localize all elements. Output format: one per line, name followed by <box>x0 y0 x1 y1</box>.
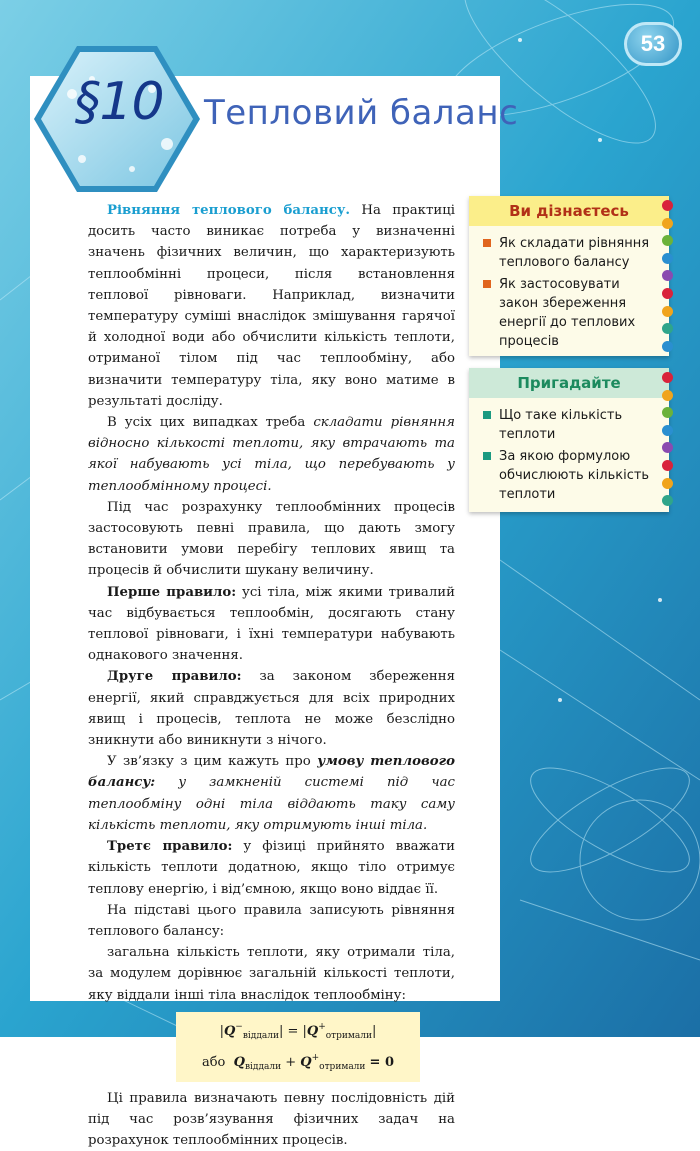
term-heat-balance: Рівняння теплового балансу. <box>107 203 351 218</box>
box-you-will-learn-title: Ви дізнаєтесь <box>469 196 669 226</box>
page-number: 53 <box>624 22 682 66</box>
decorative-dots-2 <box>662 372 674 513</box>
bullet-square-icon <box>483 452 491 460</box>
paragraph-intro: Рівняння теплового балансу. На практиці досить часто виникає потреба у визначенні значень фізичних величин, що характеризують теплообмінні процеси, після встановлення теплової рівноваги. Наприклад, визначити температуру суміші внаслідок змішування гарячої й холодної води або обчислити кількість теплоти, отриманої тілом під час теплообміну, або визначити температуру тіла, яку воно матиме в результаті досліду. <box>88 203 455 409</box>
formula-line-1: $|Q^-_{віддали}| = |Q^+_{отримали}|$ <box>219 1021 377 1041</box>
page-title: Тепловий баланс <box>204 93 519 133</box>
paragraph-procedure: В усіх цих випадках треба складати рівняння відносно кількості теплоти, яку втрачають та якої набувають усі тіла, що перебувають у теплообмінному процесі. <box>88 415 455 494</box>
main-text <box>88 200 455 1151</box>
paragraph-equation-intro: На підставі цього правила записують рівняння теплового балансу: <box>88 902 455 939</box>
paragraph-rules-intro: Під час розрахунку теплообмінних процесів застосовують певні правила, що дають змогу встановити умови перебігу теплових явищ та процесів й обчислити шукану величину. <box>88 499 455 579</box>
learn-item: Як застосовувати закон збереження енергії до теплових процесів <box>483 275 661 351</box>
paragraph-equation-text: загальна кількість теплоти, яку отримали тіла, за модулем дорівнює загальній кількості теплоти, яку віддали інші тіла внаслідок теплообміну: <box>88 945 455 1003</box>
bullet-square-icon <box>483 280 491 288</box>
recall-item: За якою формулою обчислюють кількість теплоти <box>483 447 661 504</box>
learn-item: Як складати рівняння теплового балансу <box>483 234 661 272</box>
heat-balance-formula <box>176 1012 420 1082</box>
section-number: §10 <box>74 72 164 132</box>
box-recall-title: Пригадайте <box>469 368 669 398</box>
paragraph-condition: У зв’язку з цим кажуть про умову теплового балансу: у замкненій системі під час теплообміну одні тіла віддають таку саму кількість теплоти, яку отримують інші тіла. <box>88 754 455 833</box>
rule-2: Друге правило: за законом збереження енергії, який справджується для всіх природних явищ і процесів, теплота не може безслідно зникнути або виникнути з нічого. <box>88 669 455 749</box>
recall-item: Що таке кількість теплоти <box>483 406 661 444</box>
box-you-will-learn <box>469 196 669 356</box>
paragraph-conclusion: Ці правила визначають певну послідовність дій під час розв’язування фізичних задач на розрахунок теплообмінних процесів. <box>88 1090 455 1149</box>
box-recall <box>469 368 669 512</box>
rule-1: Перше правило: усі тіла, між якими тривалий час відбувається теплообмін, досягають стану теплової рівноваги, і їхні температури набувають однакового значення. <box>88 584 456 664</box>
decorative-dots-1 <box>662 200 674 358</box>
rule-3: Третє правило: у фізиці прийнято вважати кількість теплоти додатною, якщо тіло отримує теплову енергію, і від’ємною, якщо воно віддає її. <box>88 839 455 897</box>
bullet-square-icon <box>483 239 491 247</box>
bullet-square-icon <box>483 411 491 419</box>
formula-line-2: або $Q_{віддали} + Q^+_{отримали} = 0$ <box>201 1052 395 1072</box>
